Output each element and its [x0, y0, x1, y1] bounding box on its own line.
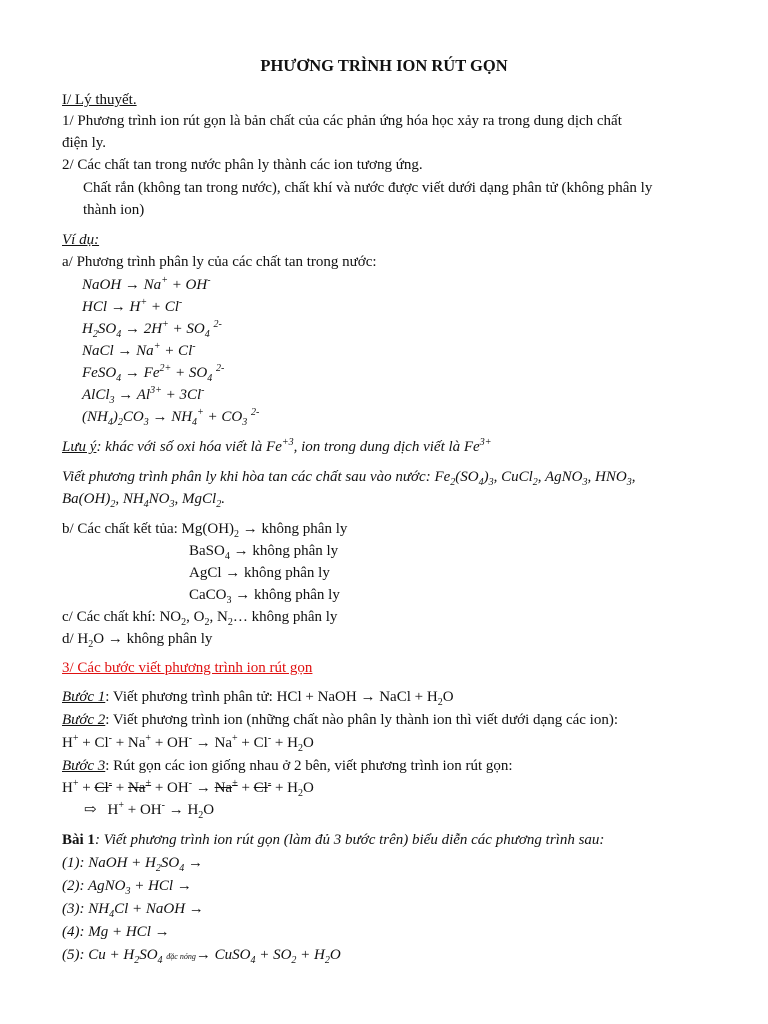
steps-heading: 3/ Các bước viết phương trình ion rút gọn: [62, 660, 313, 676]
precipitate-agcl: AgCl → không phân ly: [189, 565, 330, 581]
gases-line: c/ Các chất khí: $NO_2$, $O_2$, $N_2\dots$ không phân ly: [62, 609, 338, 628]
gases-text-b: … không phân ly: [232, 609, 338, 625]
water-line: d/ $H_2O$ → không phân ly: [62, 631, 213, 650]
equation-feso4: FeSO$_4$ → $Fe^{2+} + SO_4$ $^{2-}$: [82, 363, 225, 384]
equation-alcl3: AlCl$_3$ → $Al^{3+} + 3Cl^-$: [82, 385, 205, 406]
no-dissociation-text: không phân ly: [261, 521, 348, 537]
theory-paragraph-1a: 1/ Phương trình ion rút gọn là bản chất của các phản ứng hóa học xảy ra trong dung dịch chất: [62, 113, 622, 129]
step-2-text: : Viết phương trình ion (những chất nào phân ly thành ion thì viết dưới dạng các ion):: [105, 712, 618, 728]
exercise-item-3: (3): $NH_4Cl$ + NaOH →: [62, 901, 204, 920]
step-3-result: ⇨ $H^+ + OH^- \to H_2O$: [84, 800, 215, 821]
gases-text-a: c/ Các chất khí: NO: [62, 609, 182, 625]
exercise-item-5: (5): $Cu + H_2SO_4$ đặc nóng→ CuSO$_4$ + $SO_2 + H_2O$: [62, 947, 341, 966]
equation-nh4-2co3: $(NH_4)_2CO_3 \to NH_4^+ + CO_3$ $^{2-}$: [82, 407, 260, 428]
exercise-item-2: (2): AgNO$_3$ + HCl →: [62, 878, 192, 897]
water-text-b: O → không phân ly: [93, 631, 213, 647]
theory-paragraph-2: 2/ Các chất tan trong nước phân ly thành các ion tương ứng.: [62, 157, 423, 173]
exercise-item-4: (4): Mg + HCl →: [62, 924, 170, 940]
exercise-text: : Viết phương trình ion rút gọn (làm đủ 3 bước trên) biểu diễn các phương trình sau:: [94, 832, 605, 848]
exercise-label: Bài 1: [62, 832, 95, 848]
step-1: Bước 1: Viết phương trình phân tử: HCl + NaOH → NaCl + $H_2O$: [62, 689, 454, 708]
step-2-equation: $H^+ + Cl^- + Na^+ + OH^- \to Na^+ + Cl^- + H_2O$: [62, 733, 314, 754]
step-3-label: Bước 3: [62, 758, 106, 774]
precipitates-label: b/ Các chất kết tủa:: [62, 521, 182, 537]
note-label: Lưu ý: [62, 439, 97, 455]
exercise-intro-line-1: Viết phương trình phân ly khi hòa tan các chất sau vào nước: $Fe_2(SO_4)_3$, CuCl$_2$, AgNO$_3$, $HNO_3$,: [62, 469, 636, 488]
exercise-item-1: (1): NaOH + $H_2SO_4$ →: [62, 855, 203, 874]
condition-label: đặc nóng: [166, 952, 196, 961]
note-line: Lưu ý: khác với số oxi hóa viết là $Fe^{+3}$, ion trong dung dịch viết là $Fe^{3+}$: [62, 437, 492, 455]
theory-heading: I/ Lý thuyết.: [62, 92, 137, 108]
exercise-heading: [62, 830, 604, 850]
theory-paragraph-3b: thành ion): [83, 202, 145, 218]
step-2-label: Bước 2: [62, 712, 106, 728]
implies-arrow-icon: ⇨: [84, 802, 97, 818]
step-3-text: : Rút gọn các ion giống nhau ở 2 bên, viết phương trình ion rút gọn:: [105, 758, 513, 774]
water-text-a: d/ H: [62, 631, 89, 647]
exercise-intro-line-2: $Ba(OH)_2$, $NH_4NO_3$, MgCl$_2$.: [62, 491, 225, 510]
theory-paragraph-1b: điện ly.: [62, 135, 107, 151]
example-heading: Ví dụ:: [62, 232, 100, 248]
example-a-intro: a/ Phương trình phân ly của các chất tan trong nước:: [62, 254, 377, 270]
no-dissociation-text: không phân ly: [244, 565, 330, 581]
step-3-equation: $H^+ + Cl^- + Na^+ + OH^- \to Na^+ + Cl^- + H_2O$: [62, 778, 314, 799]
page-title: PHƯƠNG TRÌNH ION RÚT GỌN: [260, 56, 508, 75]
precipitate-mgoh2: b/ Các chất kết tủa: $Mg(OH)_2$ → không phân ly: [62, 521, 348, 540]
equation-hcl: HCl → H+ + Cl-: [82, 297, 183, 315]
exercise-intro-text: Viết phương trình phân ly khi hòa tan các chất sau vào nước: Fe: [62, 469, 451, 485]
equation-naoh: NaOH → Na+ + OH-: [82, 275, 211, 293]
step-1-text: : Viết phương trình phân tử: HCl + NaOH → NaCl + H: [105, 689, 438, 705]
step-1-label: Bước 1: [62, 689, 106, 705]
theory-paragraph-3a: Chất rắn (không tan trong nước), chất khí và nước được viết dưới dạng phân tử (không phân ly: [83, 180, 653, 196]
no-dissociation-text: không phân ly: [252, 543, 339, 559]
step-3: [62, 756, 513, 776]
note-text: : khác với số oxi hóa viết là Fe: [96, 439, 282, 455]
step-2: [62, 710, 618, 730]
no-dissociation-text: không phân ly: [254, 587, 340, 603]
precipitate-baso4: BaSO$_4$ → không phân ly: [189, 543, 339, 562]
note-text-2: , ion trong dung dịch viết là Fe: [293, 439, 480, 455]
precipitate-caco3: CaCO$_3$ → không phân ly: [189, 587, 340, 606]
equation-nacl: NaCl → Na+ + Cl-: [82, 341, 196, 359]
equation-h2so4: $H_2SO_4 \to 2H^+ + SO_4$ $^{2-}$: [82, 319, 222, 340]
